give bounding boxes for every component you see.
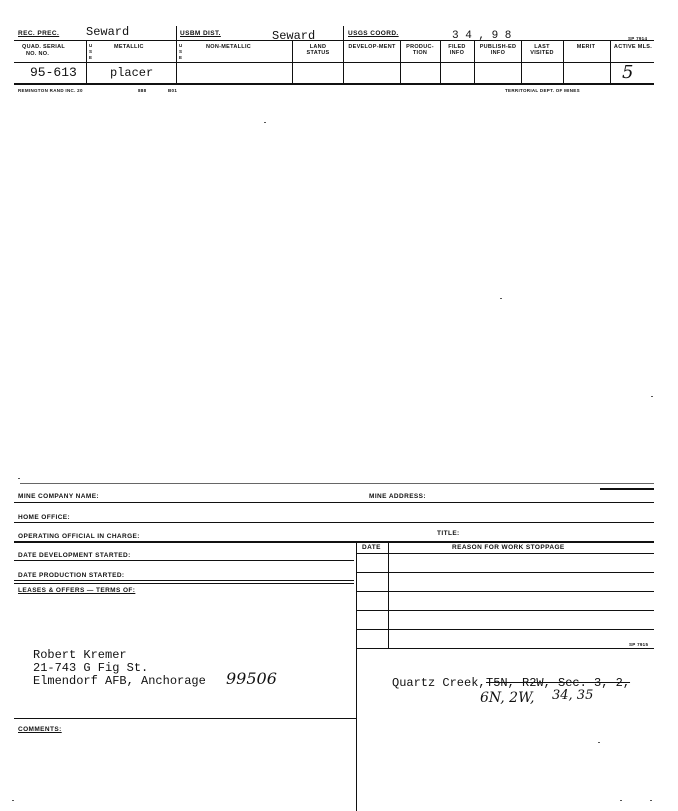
top-rule-2 <box>14 62 654 63</box>
mine-address-label: MINE ADDRESS: <box>369 493 426 500</box>
top-footer-right: TERRITORIAL DEPT. OF MINES <box>505 88 580 93</box>
usgs-coord-label: USGS COORD. <box>348 30 399 37</box>
col-use-nonmetallic: U S E <box>179 43 183 60</box>
usbm-dist-value: Seward <box>272 29 316 43</box>
col-production: PRODUC-TION <box>406 44 434 56</box>
location-typed: Quartz Creek, <box>392 676 486 690</box>
date-col-header: DATE <box>362 544 381 551</box>
col-active-mls: ACTIVE MLS. <box>613 44 653 50</box>
top-footer-code-a: 888 <box>138 88 147 93</box>
reason-col-header: REASON FOR WORK STOPPAGE <box>452 544 565 551</box>
top-rule-1 <box>14 40 654 41</box>
owner-street: 21-743 G Fig St. <box>33 661 149 675</box>
rec-prec-label: REC. PREC. <box>18 30 60 37</box>
rec-prec-value: Seward <box>86 25 130 39</box>
col-no-no: NO. NO. <box>26 51 50 57</box>
col-use-metallic: U S E <box>89 43 93 60</box>
col-last-visited: LAST VISITED <box>530 44 554 56</box>
row-quad-serial: 95-613 <box>30 65 77 80</box>
mine-company-label: MINE COMPANY NAME: <box>18 493 99 500</box>
operating-official-label: OPERATING OFFICIAL IN CHARGE: <box>18 533 140 540</box>
row-metallic: placer <box>110 66 154 80</box>
owner-name: Robert Kremer <box>33 648 127 662</box>
row-active-mls: 5 <box>622 62 634 83</box>
col-filed-info: FILED INFO <box>448 44 466 56</box>
top-rule-3 <box>14 83 654 85</box>
col-land-status: LAND STATUS <box>306 44 330 56</box>
date-development-label: DATE DEVELOPMENT STARTED: <box>18 552 131 559</box>
title-label: TITLE: <box>437 530 460 537</box>
col-nonmetallic: NON-METALLIC <box>206 44 252 50</box>
location-struck: T5N, R2W, Sec. 3, 2, <box>486 676 631 690</box>
top-footer-code-b: B01 <box>168 88 178 93</box>
col-published-info: PUBLISH-ED INFO <box>479 44 517 56</box>
top-form-code: SP 7914 <box>628 36 648 41</box>
owner-zip: 99506 <box>226 669 277 688</box>
leases-offers-label: LEASES & OFFERS — TERMS OF: <box>18 587 136 594</box>
home-office-label: HOME OFFICE: <box>18 514 71 521</box>
col-merit: MERIT <box>576 44 596 50</box>
top-footer-left: REMINGTON RAND INC. 20 <box>18 88 83 93</box>
col-quad-serial: QUAD. SERIAL <box>22 44 66 50</box>
location-sections: 34, 35 <box>552 688 594 703</box>
usbm-dist-label: USBM DIST. <box>180 30 221 37</box>
usgs-coord-value: 3 4 , 9 8 <box>452 30 512 42</box>
date-production-label: DATE PRODUCTION STARTED: <box>18 572 125 579</box>
comments-label: COMMENTS: <box>18 726 62 733</box>
col-metallic: METALLIC <box>114 44 144 50</box>
location-handwritten: 6N, 2W, <box>480 690 535 706</box>
owner-city: Elmendorf AFB, Anchorage <box>33 674 206 688</box>
col-development: DEVELOP-MENT <box>348 44 396 50</box>
bottom-form-code: SP 7915 <box>629 642 649 647</box>
